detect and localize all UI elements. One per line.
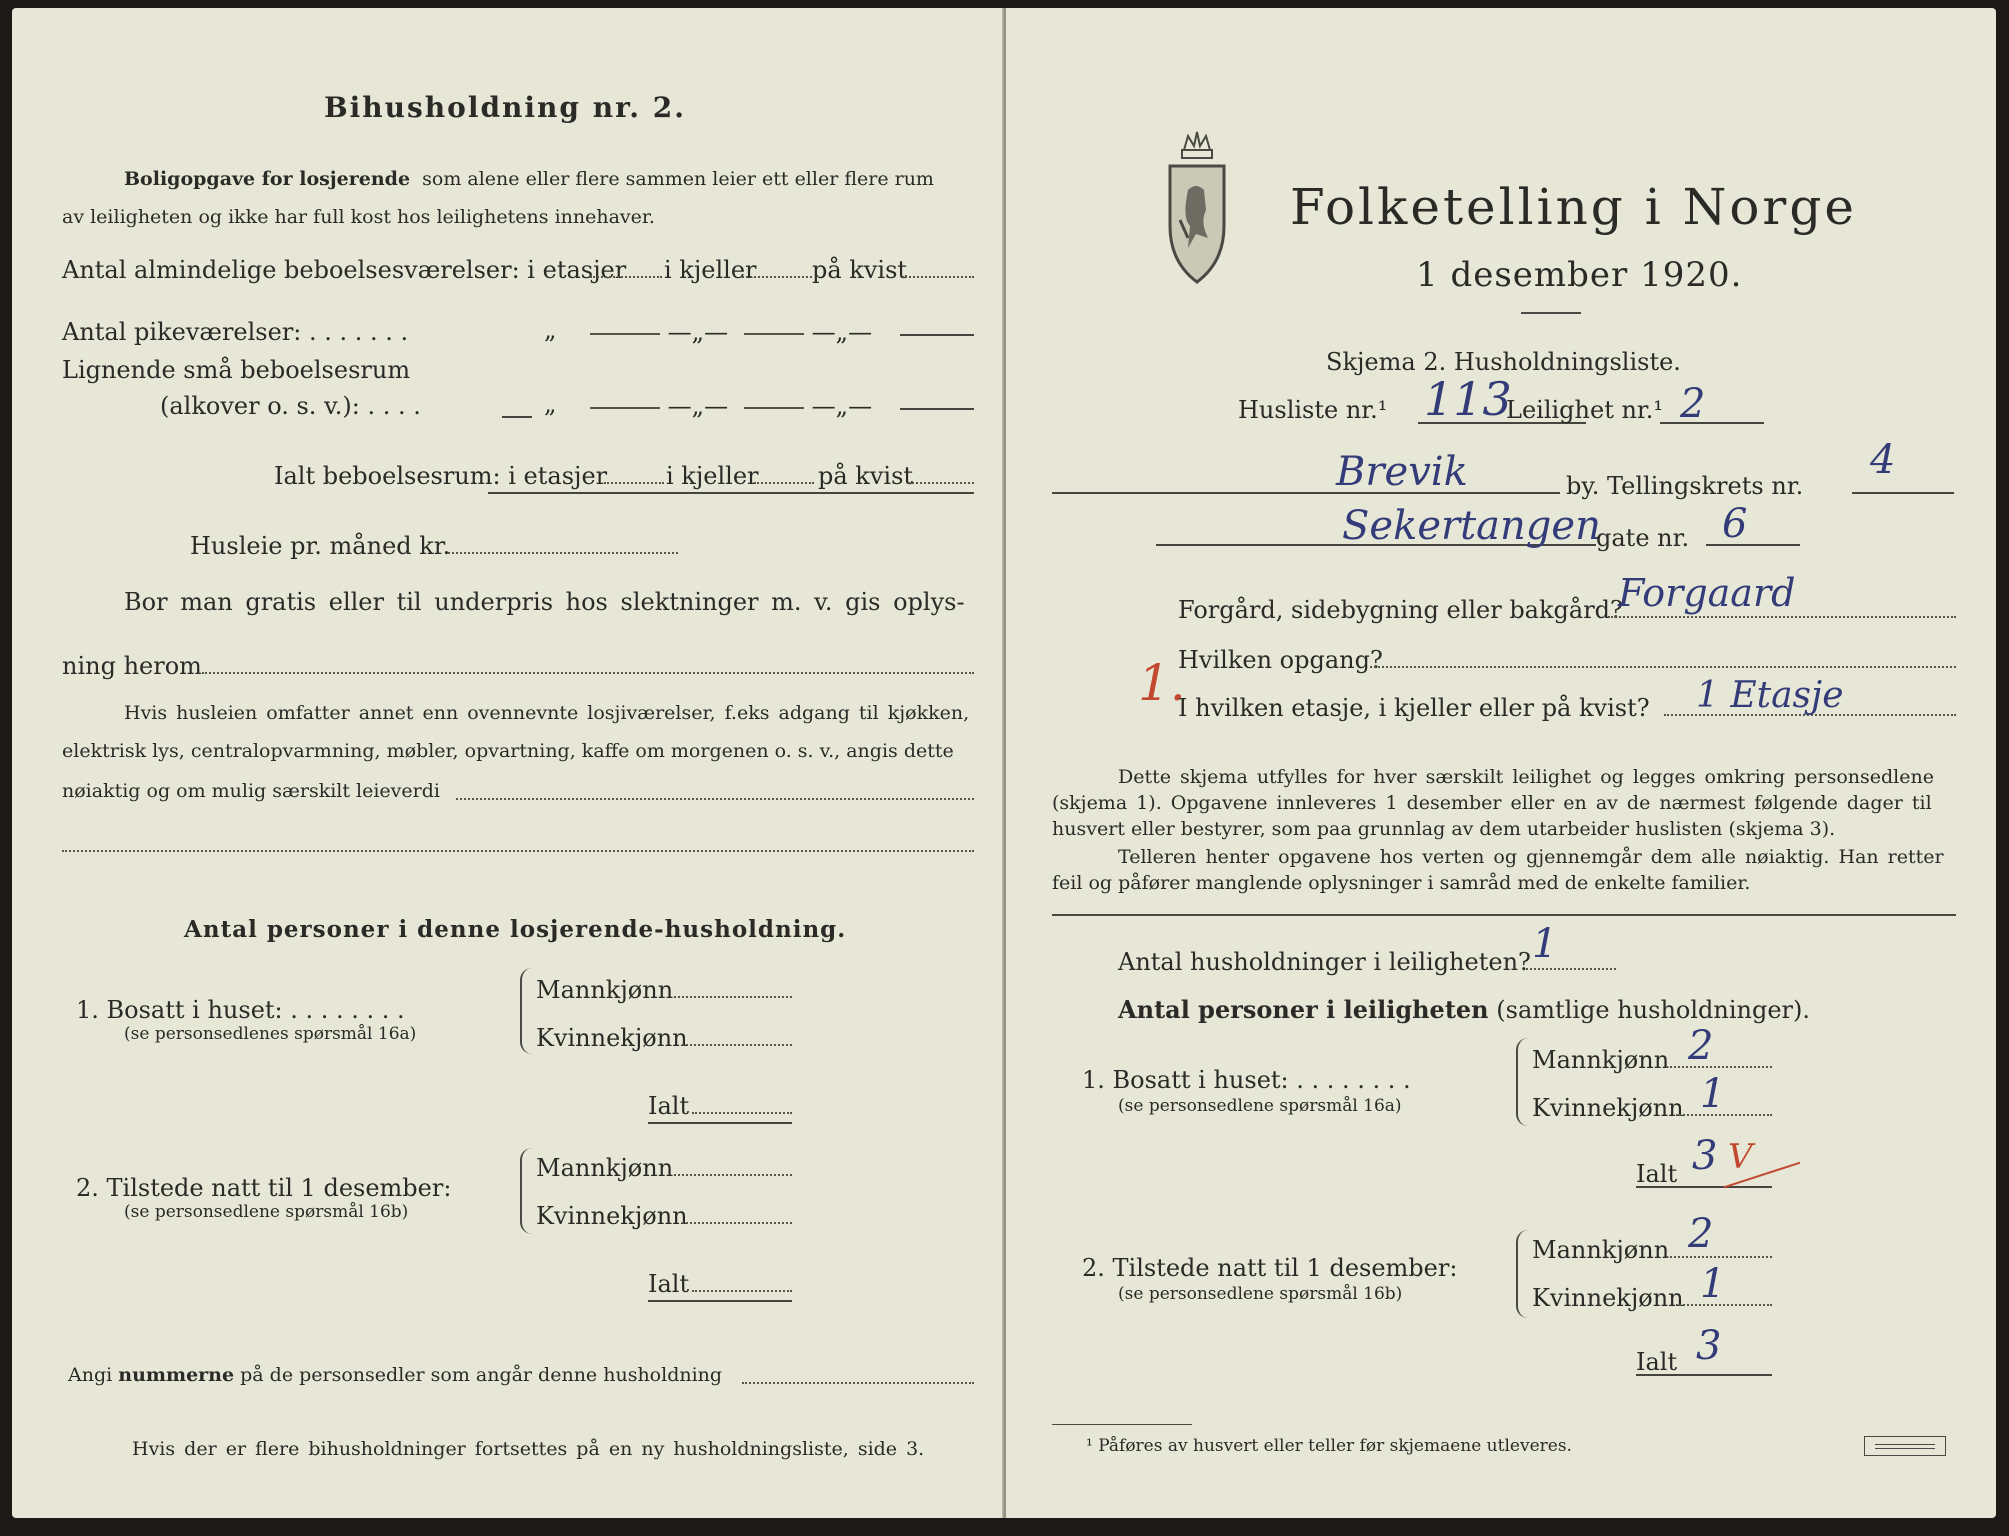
lignende-label-2: (alkover o. s. v.): . . . . [160, 392, 421, 420]
hush-label: Antal husholdninger i leiligheten? [1118, 948, 1531, 976]
q1-label: 1. Bosatt i huset: . . . . . . . . [76, 996, 405, 1024]
pike-dash-2: —„— [744, 320, 872, 344]
right-q1-mann-label: Mannkjønn [1532, 1046, 1670, 1074]
intro-line-1: Boligopgave for losjerende som alene eller flere sammen leier ett eller flere rum [124, 168, 934, 190]
q2-mann-field[interactable] [674, 1174, 792, 1176]
census-title: Folketelling i Norge [1290, 178, 1857, 236]
rooms-kvist-label: på kvist [812, 256, 908, 284]
footnote-rule [1052, 1424, 1192, 1425]
right-q2-kvinne-value: 1 [1700, 1261, 1726, 1307]
gate-value: Sekertangen [1342, 503, 1601, 549]
krets-value: 4 [1870, 437, 1896, 483]
ialt-kvist-field[interactable] [908, 482, 974, 484]
census-date: 1 desember 1920. [1416, 255, 1743, 295]
by-label: by. Tellingskrets nr. [1566, 472, 1804, 500]
q1-ialt-underline [648, 1122, 792, 1124]
q1-mann-field[interactable] [674, 996, 792, 998]
right-q2-brace [1516, 1230, 1532, 1318]
leilighet-value: 2 [1680, 381, 1706, 427]
q1-ialt-label: Ialt [648, 1092, 690, 1120]
hvis-field-1[interactable] [456, 798, 974, 800]
lignende-kvist-field[interactable] [900, 408, 974, 410]
q2-kvinne-label: Kvinnekjønn [536, 1202, 688, 1230]
bor-label-2: ning herom [62, 652, 202, 680]
forgard-label: Forgård, sidebygning eller bakgård? [1178, 596, 1623, 624]
angi-field[interactable] [742, 1382, 974, 1384]
by-value: Brevik [1336, 449, 1468, 495]
q2-ialt-underline [648, 1300, 792, 1302]
right-q2-mann-label: Mannkjønn [1532, 1236, 1670, 1264]
leilighet-label: Leilighet nr.¹ [1506, 396, 1664, 424]
pike-label: Antal pikeværelser: . . . . . . . [62, 318, 409, 346]
printer-stamp-icon [1864, 1436, 1946, 1456]
husliste-value: 113 [1424, 372, 1512, 426]
right-q2-label: 2. Tilstede natt til 1 desember: [1082, 1254, 1458, 1282]
angi-label: Angi nummerne på de personsedler som angår denne husholdning [68, 1364, 723, 1386]
right-page [1006, 8, 1996, 1518]
q2-mann-label: Mannkjønn [536, 1154, 674, 1182]
hush-value: 1 [1532, 921, 1558, 967]
bor-label-1: Bor man gratis eller til underpris hos slektninger m. v. gis oplys- [124, 588, 965, 616]
right-q2-mann-value: 2 [1688, 1211, 1714, 1257]
q2-label: 2. Tilstede natt til 1 desember: [76, 1174, 452, 1202]
q1-brace [520, 968, 536, 1054]
gate-nr-field[interactable] [1706, 544, 1800, 546]
ialt-kjeller-field[interactable] [754, 482, 814, 484]
persons-heading: Antal personer i denne losjerende-husholdning. [184, 916, 847, 943]
hvis-line-1: Hvis husleien omfatter annet enn ovennevnte losjiværelser, f.eks adgang til kjøkken, [124, 702, 970, 724]
right-q2-kvinne-label: Kvinnekjønn [1532, 1284, 1684, 1312]
norwegian-coat-of-arms-icon [1166, 130, 1228, 284]
leilighet-field[interactable] [1660, 422, 1764, 424]
red-check-mark: 1. [1138, 654, 1186, 712]
husliste-label: Husliste nr.¹ [1238, 396, 1388, 424]
left-footer: Hvis der er flere bihusholdninger fortsettes på en ny husholdningsliste, side 3. [132, 1438, 925, 1460]
skjema-label: Skjema 2. Husholdningsliste. [1326, 348, 1681, 376]
section-rule [1052, 914, 1956, 916]
lignende-line-start [502, 416, 532, 418]
q2-sub: (se personsedlene spørsmål 16b) [124, 1202, 409, 1222]
forgard-field[interactable] [1608, 616, 1956, 618]
husleie-label: Husleie pr. måned kr. [190, 532, 451, 560]
krets-field[interactable] [1852, 492, 1954, 494]
right-q2-ialt-field[interactable] [1636, 1374, 1772, 1376]
q2-ialt-label: Ialt [648, 1270, 690, 1298]
title-rule [1521, 312, 1581, 314]
ialt-underline [488, 492, 974, 494]
husleie-field[interactable] [448, 552, 678, 554]
right-q1-mann-value: 2 [1688, 1023, 1714, 1069]
ialt-etasjer-field[interactable] [604, 482, 664, 484]
lignende-dash-1: —„— [590, 394, 728, 418]
right-q1-label: 1. Bosatt i huset: . . . . . . . . [1082, 1066, 1411, 1094]
lignende-label-1: Lignende små beboelsesrum [62, 356, 411, 384]
rooms-kjeller-field[interactable] [742, 276, 812, 278]
left-page [12, 8, 1004, 1518]
right-q2-ialt-value: 3 [1696, 1323, 1722, 1369]
hvis-field-2[interactable] [62, 850, 974, 852]
gate-label: gate nr. [1596, 524, 1690, 552]
right-q1-sub: (se personsedlene spørsmål 16a) [1118, 1096, 1402, 1116]
ialt-beboelsesrum-label: Ialt beboelsesrum: i etasjer [274, 462, 608, 490]
hvis-line-2: elektrisk lys, centralopvarmning, møbler, opvartning, kaffe om morgenen o. s. v., angis dette [62, 740, 954, 762]
pike-dash-1: —„— [590, 320, 728, 344]
info-line-1: Dette skjema utfylles for hver særskilt leilighet og legges omkring personsedlene [1118, 766, 1934, 788]
info-line-4: Telleren henter opgavene hos verten og gjennemgår dem alle nøiaktig. Han retter [1118, 846, 1944, 868]
right-q1-ialt-field[interactable] [1636, 1186, 1772, 1188]
q1-sub: (se personsedlenes spørsmål 16a) [124, 1024, 417, 1044]
bihusholdning-title: Bihusholdning nr. 2. [324, 91, 686, 124]
q1-kvinne-field[interactable] [682, 1044, 792, 1046]
etasje-value: 1 Etasje [1696, 675, 1844, 716]
rooms-etasjer-field[interactable] [590, 276, 662, 278]
pike-kvist-field[interactable] [900, 334, 974, 336]
q1-mann-label: Mannkjønn [536, 976, 674, 1004]
q1-kvinne-label: Kvinnekjønn [536, 1024, 688, 1052]
lignende-ditto: „ [544, 390, 557, 418]
right-q1-mann-field[interactable] [1666, 1066, 1772, 1068]
info-line-5: feil og påfører manglende oplysninger i samråd med de enkelte familier. [1052, 872, 1751, 894]
q1-ialt-field[interactable] [692, 1112, 792, 1114]
etasje-label: I hvilken etasje, i kjeller eller på kvist? [1178, 694, 1650, 722]
right-q1-kvinne-value: 1 [1700, 1071, 1726, 1117]
opgang-field[interactable] [1370, 666, 1956, 668]
right-q1-brace [1516, 1038, 1532, 1126]
info-line-2: (skjema 1). Opgavene innleveres 1 desember eller en av de nærmest følgende dager til [1052, 792, 1932, 814]
q2-kvinne-field[interactable] [682, 1222, 792, 1224]
right-q1-ialt-label: Ialt [1636, 1160, 1678, 1188]
hush-field[interactable] [1526, 968, 1616, 970]
footnote: ¹ Påføres av husvert eller teller før skjemaene utleveres. [1086, 1436, 1572, 1456]
right-q1-check-mark: V [1728, 1137, 1753, 1177]
rooms-kjeller-label: i kjeller [664, 256, 757, 284]
persons-heading-right: Antal personer i leiligheten (samtlige husholdninger). [1118, 995, 1811, 1024]
info-line-3: husvert eller bestyrer, som paa grunnlag av dem utarbeider huslisten (skjema 3). [1052, 818, 1836, 840]
ialt-kjeller-label: i kjeller [666, 462, 759, 490]
q2-brace [520, 1148, 536, 1234]
lignende-dash-2: —„— [744, 394, 872, 418]
right-q2-ialt-label: Ialt [1636, 1348, 1678, 1376]
opgang-label: Hvilken opgang? [1178, 646, 1383, 674]
ialt-kvist-label: på kvist [818, 462, 914, 490]
right-q2-mann-field[interactable] [1666, 1256, 1772, 1258]
rooms-kvist-field[interactable] [902, 276, 974, 278]
right-q1-ialt-value: 3 [1692, 1133, 1718, 1179]
gate-nr-value: 6 [1722, 501, 1748, 547]
q2-ialt-field[interactable] [692, 1290, 792, 1292]
right-q2-sub: (se personsedlene spørsmål 16b) [1118, 1284, 1403, 1304]
by-field[interactable] [1052, 492, 1560, 494]
rooms-label: Antal almindelige beboelsesværelser: i etasjer [62, 256, 627, 284]
intro-line-2: av leiligheten og ikke har full kost hos leilighetens innehaver. [62, 206, 655, 228]
hvis-line-3: nøiaktig og om mulig særskilt leieverdi [62, 780, 440, 802]
bor-field[interactable] [202, 672, 974, 674]
forgard-value: Forgaard [1618, 571, 1796, 615]
right-q1-kvinne-label: Kvinnekjønn [1532, 1094, 1684, 1122]
pike-ditto: „ [544, 316, 557, 344]
